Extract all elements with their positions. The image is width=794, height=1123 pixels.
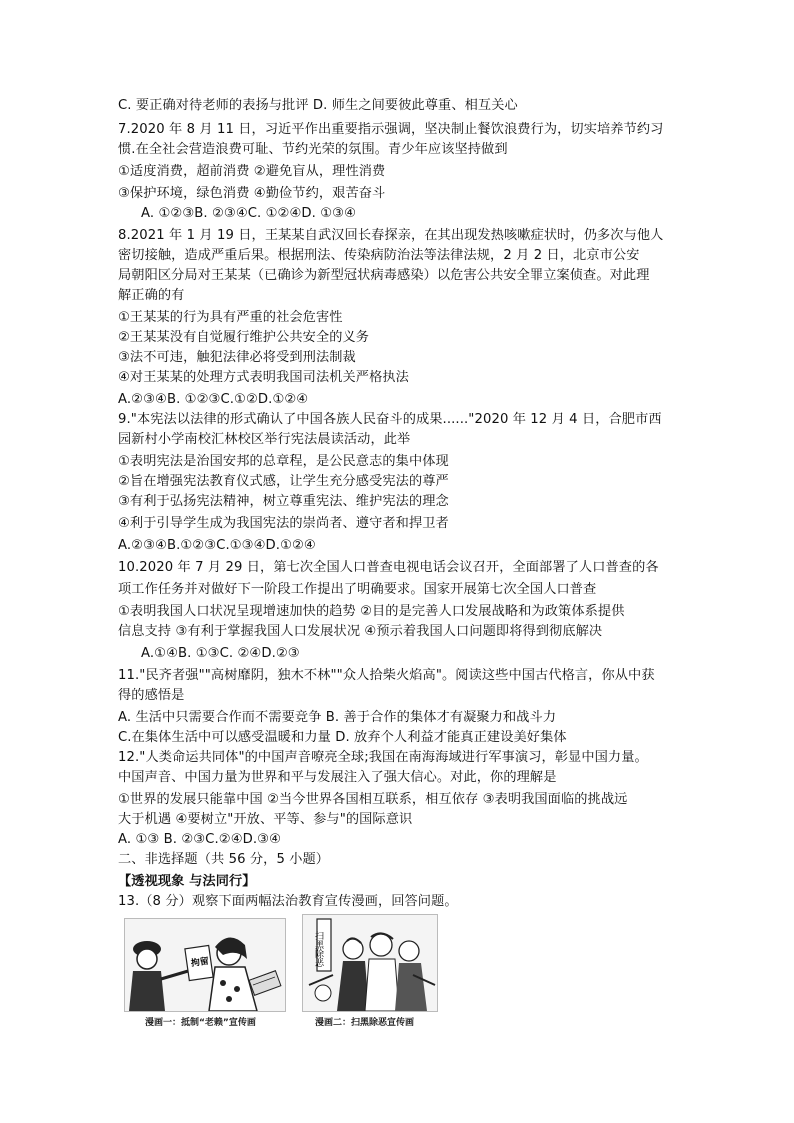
text-line: 项工作任务并对做好下一阶段工作提出了明确要求。国家开展第七次全国人口普查: [118, 582, 597, 597]
text-line: ③法不可违，触犯法律必将受到刑法制裁: [118, 350, 356, 365]
text-line: 8.2021 年 1 月 19 日，王某某自武汉回长春探亲，在其出现发热咳嗽症状时，仍多次与他人: [118, 228, 664, 243]
comic-anti-crime: [302, 914, 438, 1012]
text-line: 9."本宪法以法律的形式确认了中国各族人民奋斗的成果......"2020 年 12 月 4 日，合肥市西: [118, 412, 662, 427]
text-line: ①表明我国人口状况呈现增速加快的趋势 ②目的是完善人口发展战略和为政策体系提供: [118, 604, 625, 619]
text-line: 11."民齐者强""高树靡阴，独木不林""众人拾柴火焰高"。阅读这些中国古代格言，你从中获: [118, 668, 655, 683]
text-line: A. ①②③B. ②③④C. ①②④D. ①③④: [141, 206, 357, 221]
text-line: A. 生活中只需要合作而不需要竞争 B. 善于合作的集体才有凝聚力和战斗力: [118, 710, 557, 725]
comic-left-sign: 拘留: [190, 955, 210, 969]
comic-laolai-illustration: [125, 919, 285, 1011]
text-line: ①世界的发展只能靠中国 ②当今世界各国相互联系，相互依存 ③表明我国面临的挑战远: [118, 792, 628, 807]
text-line: 信息支持 ③有利于掌握我国人口发展状况 ④预示着我国人口问题即将得到彻底解决: [118, 624, 603, 639]
text-line: 【透视现象 与法同行】: [118, 874, 256, 889]
text-line: A. ①③ B. ②③C.②④D.③④: [118, 832, 282, 847]
comic-right-sign: 扫黑除恶: [314, 931, 324, 967]
text-line: 局朝阳区分局对王某某（已确诊为新型冠状病毒感染）以危害公共安全罪立案侦查。对此理: [118, 268, 650, 283]
text-line: C. 要正确对待老师的表扬与批评 D. 师生之间要彼此尊重、相互关心: [118, 98, 518, 113]
text-line: A.②③④B.①②③C.①③④D.①②④: [118, 538, 316, 553]
text-line: ④对王某某的处理方式表明我国司法机关严格执法: [118, 370, 409, 385]
text-line: 中国声音、中国力量为世界和平与发展注入了强大信心。对此，你的理解是: [118, 770, 557, 785]
comic-right-caption: 漫画二：扫黑除恶宣传画: [315, 1018, 415, 1028]
comic-anti-crime-illustration: [303, 915, 437, 1011]
text-line: 园新村小学南校汇林校区举行宪法晨读活动，此举: [118, 432, 411, 447]
text-line: 10.2020 年 7 月 29 日，第七次全国人口普查电视电话会议召开，全面部署了人口普查的各: [118, 560, 659, 575]
text-line: A.①④B. ①③C. ②④D.②③: [141, 646, 300, 661]
comic-laolai: [124, 918, 286, 1012]
text-line: 得的感悟是: [118, 688, 185, 703]
text-line: ③保护环境，绿色消费 ④勤俭节约，艰苦奋斗: [118, 186, 386, 201]
text-line: ①表明宪法是治国安邦的总章程，是公民意志的集中体现: [118, 454, 449, 469]
text-line: 大于机遇 ④要树立"开放、平等、参与"的国际意识: [118, 812, 413, 827]
text-line: 惯.在全社会营造浪费可耻、节约光荣的氛围。青少年应该坚持做到: [118, 142, 508, 157]
text-line: ②旨在增强宪法教育仪式感，让学生充分感受宪法的尊严: [118, 474, 449, 489]
text-line: 13.（8 分）观察下面两幅法治教育宣传漫画，回答问题。: [118, 894, 458, 909]
text-line: ③有利于弘扬宪法精神，树立尊重宪法、维护宪法的理念: [118, 494, 449, 509]
text-line: 密切接触，造成严重后果。根据刑法、传染病防治法等法律法规，2 月 2 日，北京市公安: [118, 248, 640, 263]
comic-left-caption: 漫画一：抵制“老赖”宣传画: [145, 1018, 256, 1028]
text-line: 7.2020 年 8 月 11 日，习近平作出重要指示强调，坚决制止餐饮浪费行为，切实培养节约习: [118, 122, 664, 137]
text-line: 12."人类命运共同体"的中国声音嘹亮全球;我国在南海海域进行军事演习，彰显中国力量。: [118, 750, 648, 765]
text-line: ④利于引导学生成为我国宪法的崇尚者、遵守者和捍卫者: [118, 516, 449, 531]
text-line: ①适度消费，超前消费 ②避免盲从，理性消费: [118, 164, 386, 179]
text-line: 解正确的有: [118, 288, 185, 303]
text-line: C.在集体生活中可以感受温暖和力量 D. 放弃个人利益才能真正建设美好集体: [118, 730, 567, 745]
text-line: 二、非选择题（共 56 分，5 小题）: [118, 852, 330, 867]
text-line: A.②③④B. ①②③C.①②D.①②④: [118, 392, 309, 407]
text-line: ①王某某的行为具有严重的社会危害性: [118, 310, 343, 325]
text-line: ②王某某没有自觉履行维护公共安全的义务: [118, 330, 370, 345]
